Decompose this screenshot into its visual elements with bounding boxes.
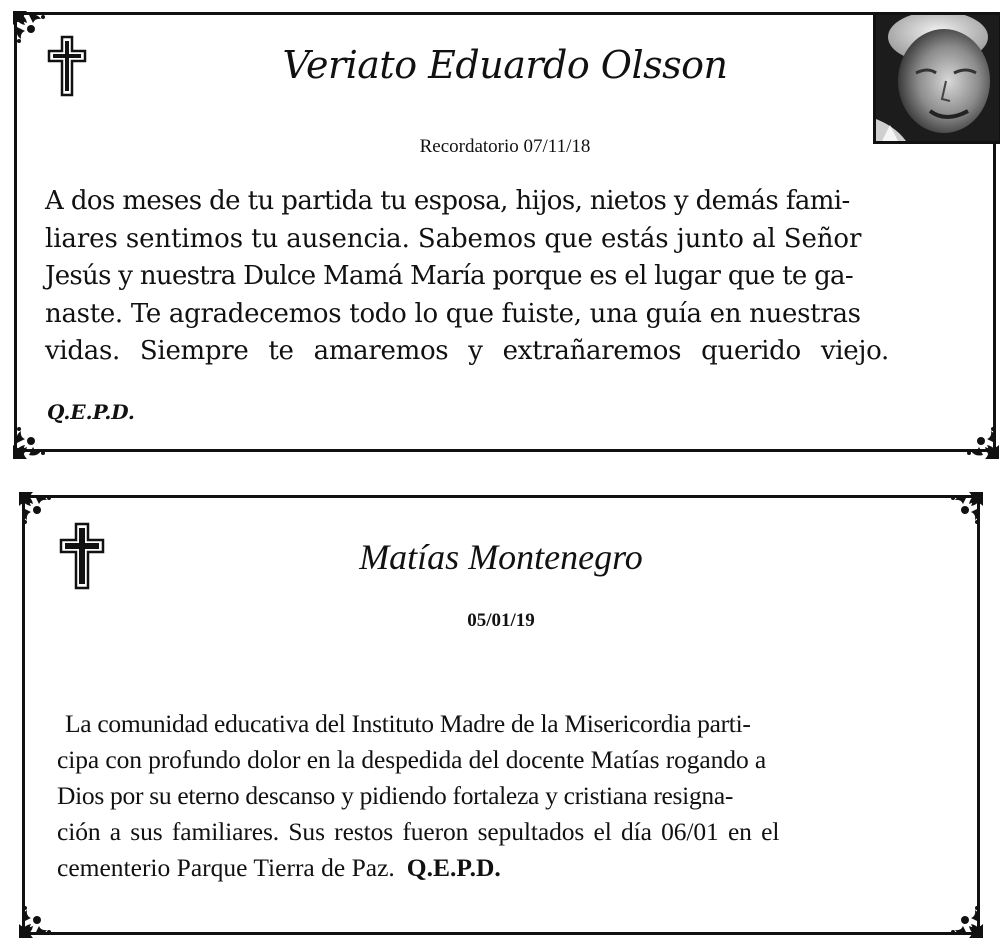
text-line: liares sentimos tu ausencia. Sabemos que estás junto al Señor: [45, 223, 862, 254]
corner-ornament-icon: [17, 896, 61, 940]
text-line: [57, 850, 945, 886]
text-line: cipa con profundo dolor en la despedida del docente Matías rogando a: [57, 745, 767, 774]
qepd-closing: Q.E.P.D.: [406, 853, 501, 882]
qepd-closing: Q.E.P.D.: [47, 400, 135, 424]
text-line: Dios por su eterno descanso y pidiendo fortaleza y cristiana resigna-: [57, 781, 734, 810]
corner-ornament-icon: [17, 490, 61, 534]
text-line: Jesús y nuestra Dulce Mamá María porque es el lugar que te ga-: [45, 261, 853, 291]
obituary-card-montenegro: [22, 495, 980, 935]
text-line: A dos meses de tu partida tu esposa, hijos, nietos y demás fami-: [45, 186, 850, 216]
corner-ornament-icon: [957, 417, 1000, 461]
text-line: ción a sus familiares. Sus restos fueron sepultados el día 06/01 en el: [57, 817, 780, 846]
corner-ornament-icon: [11, 9, 55, 53]
text-line-end: cementerio Parque Tierra de Paz.: [57, 853, 395, 882]
memorial-date: Recordatorio 07/11/18: [419, 136, 591, 157]
text-line: La comunidad educativa del Instituto Madre de la Misericordia parti-: [65, 709, 751, 738]
text-line: vidas. Siempre te amaremos y extrañaremos querido viejo.: [45, 336, 889, 366]
deceased-photo: [873, 12, 1000, 144]
deceased-name: Veriato Eduardo Olsson: [282, 43, 728, 87]
obituary-text: [45, 183, 973, 371]
deceased-name: Matías Montenegro: [359, 537, 643, 577]
obituary-card-olsson: [14, 12, 996, 452]
obituary-text: [57, 706, 945, 886]
corner-ornament-icon: [941, 896, 985, 940]
corner-ornament-icon: [941, 490, 985, 534]
text-line: naste. Te agradecemos todo lo que fuiste, una guía en nuestras: [45, 298, 861, 329]
memorial-date: 05/01/19: [467, 610, 535, 631]
corner-ornament-icon: [11, 417, 55, 461]
